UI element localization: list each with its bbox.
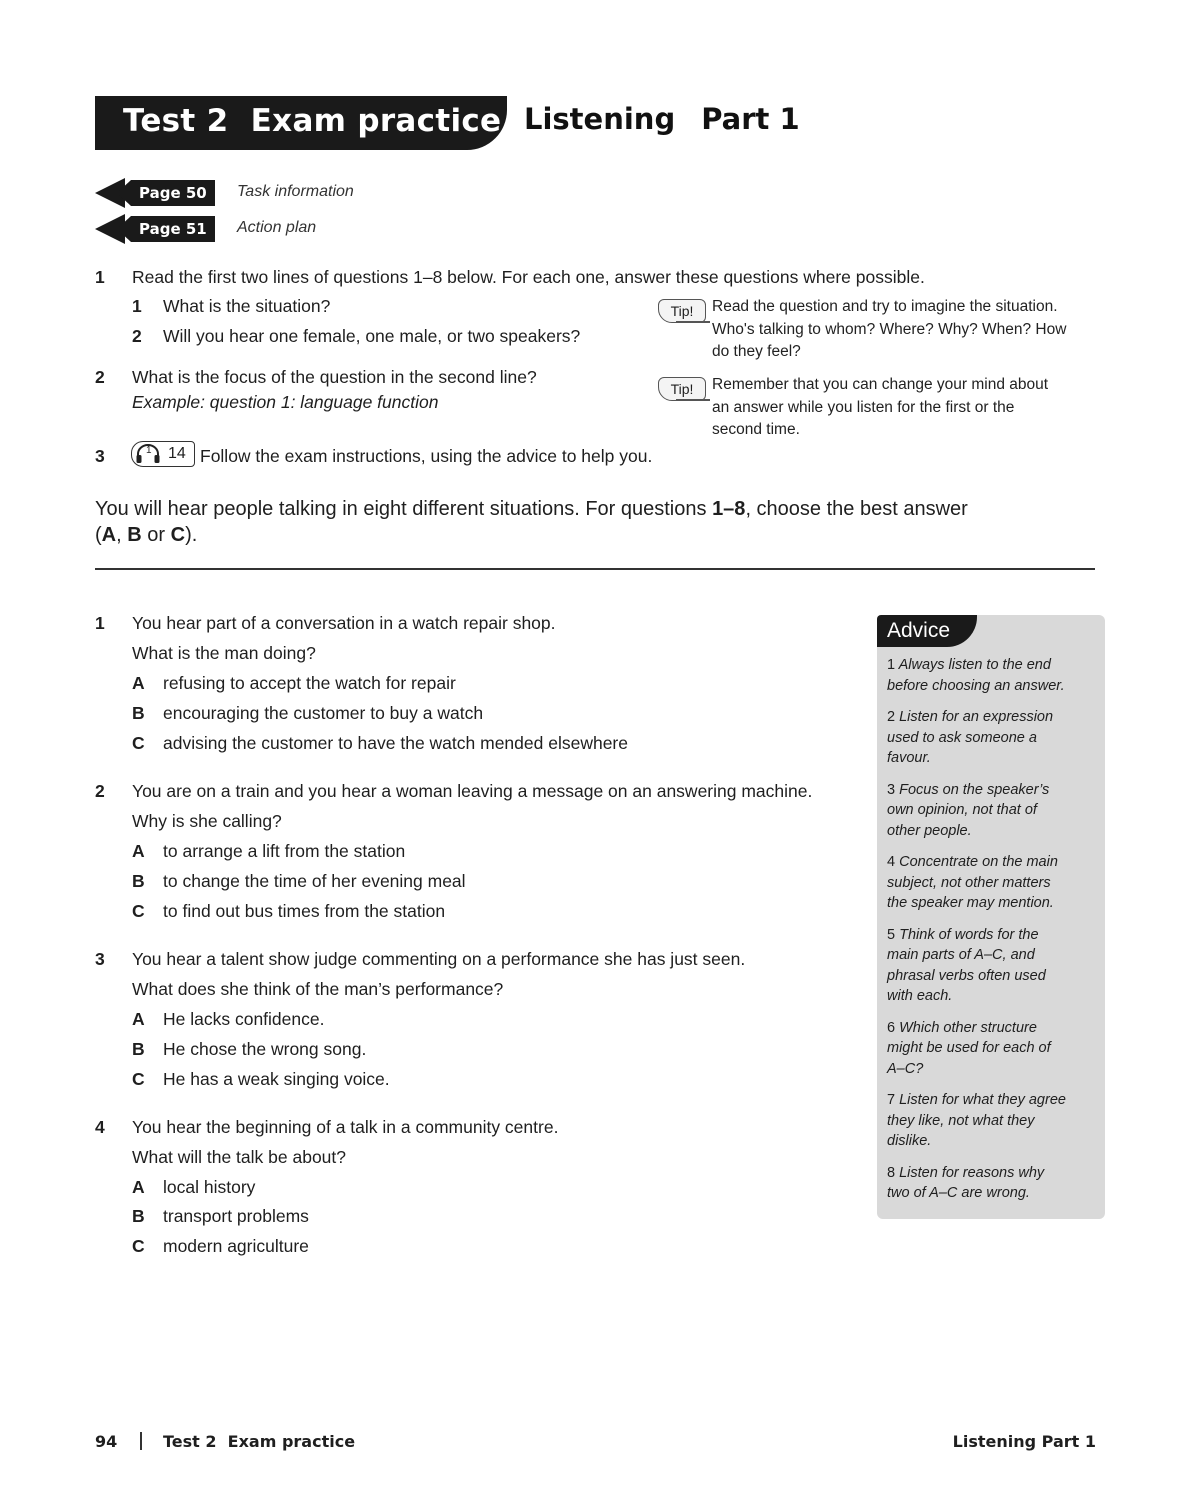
task-example: Example: question 1: language function xyxy=(132,392,439,412)
instructions-line-2 xyxy=(95,522,1035,548)
option-c[interactable] xyxy=(132,1234,309,1258)
tip-line: second time. xyxy=(712,421,800,438)
advice-item xyxy=(887,1163,1097,1204)
question-context: You are on a train and you hear a woman leaving a message on an answering machine. xyxy=(132,781,813,801)
page-title: Test 2 Exam practice xyxy=(123,103,502,139)
instr-text: , choose the best answer xyxy=(745,498,968,520)
option-b[interactable] xyxy=(132,1204,309,1228)
section-subtitle xyxy=(524,102,800,136)
option-letter: A xyxy=(132,1009,145,1029)
advice-line: Think of words for the xyxy=(899,926,1039,943)
page-ref-label: Action plan xyxy=(237,219,317,236)
tip-badge: Tip! xyxy=(658,377,706,401)
advice-line: other people. xyxy=(887,822,972,839)
tip-divider xyxy=(676,321,710,323)
question-context: You hear part of a conversation in a watch repair shop. xyxy=(132,613,556,633)
task-text: What is the focus of the question in the second line? xyxy=(132,367,537,387)
option-text: to change the time of her evening meal xyxy=(163,871,466,891)
tip-line: Remember that you can change your mind about xyxy=(712,376,1049,393)
option-a[interactable] xyxy=(132,839,405,863)
advice-item xyxy=(887,707,1097,769)
option-b[interactable] xyxy=(132,869,466,893)
advice-line: used to ask someone a xyxy=(887,729,1037,746)
task-number: 1 xyxy=(95,267,105,287)
advice-number: 4 xyxy=(887,854,896,870)
question-4 xyxy=(95,1115,875,1283)
audio-track-badge[interactable] xyxy=(131,441,195,467)
advice-line: own opinion, not that of xyxy=(887,802,1037,818)
advice-line: Listen for an expression xyxy=(899,709,1054,725)
task-text: Follow the exam instructions, using the advice to help you. xyxy=(200,446,653,466)
advice-line: the speaker may mention. xyxy=(887,895,1054,911)
section-divider xyxy=(95,568,1095,570)
option-text: to find out bus times from the station xyxy=(163,901,446,921)
advice-item xyxy=(887,655,1097,696)
option-letter: A xyxy=(132,1177,145,1197)
instr-text: You will hear people talking in eight different situations. For questions xyxy=(95,498,713,520)
advice-line: subject, not other matters xyxy=(887,874,1051,891)
advice-number: 5 xyxy=(887,926,896,943)
advice-line: phrasal verbs often used xyxy=(887,967,1046,984)
advice-number: 8 xyxy=(887,1164,896,1181)
question-prompt: Why is she calling? xyxy=(132,811,282,831)
advice-line: Listen for reasons why xyxy=(899,1164,1045,1181)
instr-text: or xyxy=(141,524,171,546)
option-text: transport problems xyxy=(163,1206,309,1226)
instr-bold: C xyxy=(170,524,186,546)
advice-line: Listen for what they agree xyxy=(899,1092,1066,1108)
advice-line: with each. xyxy=(887,988,953,1004)
option-letter: A xyxy=(132,841,145,861)
task-number: 2 xyxy=(95,367,105,387)
option-text: He chose the wrong song. xyxy=(163,1039,367,1059)
footer-right: Listening Part 1 xyxy=(952,1432,1096,1451)
task-text: Read the first two lines of questions 1–8 below. For each one, answer these questions where possible. xyxy=(132,267,925,287)
advice-number: 3 xyxy=(887,781,896,798)
advice-line: might be used for each of xyxy=(887,1040,1051,1056)
question-number: 1 xyxy=(95,613,105,633)
advice-line: Which other structure xyxy=(899,1019,1037,1036)
advice-line: Concentrate on the main xyxy=(899,854,1058,870)
tip-line: Who's talking to whom? Where? Why? When? How xyxy=(712,320,1067,338)
option-letter: B xyxy=(132,703,145,723)
option-letter: C xyxy=(132,733,145,753)
advice-line: dislike. xyxy=(887,1133,932,1149)
subtask-number: 1 xyxy=(132,296,142,316)
advice-title: Advice xyxy=(877,615,977,647)
advice-line: they like, not what they xyxy=(887,1112,1035,1129)
question-context: You hear a talent show judge commenting on a performance she has just seen. xyxy=(132,949,746,969)
option-text: He lacks confidence. xyxy=(163,1009,325,1029)
advice-line: A–C? xyxy=(887,1060,924,1077)
advice-number: 2 xyxy=(887,709,896,725)
option-letter: B xyxy=(132,1039,145,1059)
advice-line: favour. xyxy=(887,750,931,766)
advice-item xyxy=(887,852,1097,914)
instr-text: ( xyxy=(95,524,102,546)
instr-bold: 1–8 xyxy=(712,498,746,520)
advice-list xyxy=(887,655,1097,1204)
option-letter: C xyxy=(132,901,145,921)
advice-number: 6 xyxy=(887,1019,896,1036)
option-text: advising the customer to have the watch mended elsewhere xyxy=(163,733,628,753)
instr-bold: A xyxy=(101,524,117,546)
section-label: Listening xyxy=(524,102,676,136)
advice-item xyxy=(887,1018,1097,1080)
option-letter: C xyxy=(132,1236,145,1256)
advice-line: before choosing an answer. xyxy=(887,677,1065,694)
option-text: local history xyxy=(163,1177,256,1197)
footer-separator xyxy=(140,1432,142,1450)
tip-badge: Tip! xyxy=(658,299,706,323)
question-number: 4 xyxy=(95,1117,105,1137)
page-ref-tag: Page 51 xyxy=(131,216,215,242)
option-text: encouraging the customer to buy a watch xyxy=(163,703,484,723)
task-number: 3 xyxy=(95,446,105,466)
option-a[interactable] xyxy=(132,671,456,695)
instr-bold: B xyxy=(127,524,142,546)
option-c[interactable] xyxy=(132,731,628,755)
option-text: refusing to accept the watch for repair xyxy=(163,673,456,693)
tip-line: an answer while you listen for the first or the xyxy=(712,398,1015,416)
option-text: modern agriculture xyxy=(163,1236,309,1256)
advice-line: Focus on the speaker’s xyxy=(899,781,1050,798)
question-2 xyxy=(95,779,875,947)
question-prompt: What will the talk be about? xyxy=(132,1147,347,1167)
advice-line: main parts of A–C, and xyxy=(887,947,1035,963)
option-c[interactable] xyxy=(132,1067,390,1091)
footer-left: Test 2 Exam practice xyxy=(163,1432,356,1451)
page-ref-label: Task information xyxy=(237,183,354,200)
question-1 xyxy=(95,611,875,779)
tip-line: Read the question and try to imagine the situation. xyxy=(712,298,1058,315)
tip-line: do they feel? xyxy=(712,343,801,360)
advice-item xyxy=(887,780,1097,842)
option-a[interactable] xyxy=(132,1007,324,1031)
tip-divider xyxy=(676,399,710,401)
option-letter: A xyxy=(132,673,145,693)
tip-text xyxy=(712,374,1102,442)
part-label: Part 1 xyxy=(701,102,800,136)
question-list xyxy=(95,611,875,1283)
question-3 xyxy=(95,947,875,1115)
question-prompt: What does she think of the man’s performance? xyxy=(132,979,504,999)
option-b[interactable] xyxy=(132,701,483,725)
option-text: He has a weak singing voice. xyxy=(163,1069,390,1089)
instr-text: ). xyxy=(185,524,198,546)
track-disc: 1 xyxy=(146,445,152,456)
option-letter: C xyxy=(132,1069,145,1089)
subtask-text: What is the situation? xyxy=(163,296,331,316)
subtask-text: Will you hear one female, one male, or two speakers? xyxy=(163,326,581,346)
option-letter: B xyxy=(132,1206,145,1226)
option-letter: B xyxy=(132,871,145,891)
option-text: to arrange a lift from the station xyxy=(163,841,406,861)
tip-text xyxy=(712,296,1102,364)
instr-text: , xyxy=(116,524,128,546)
option-c[interactable] xyxy=(132,899,445,923)
instructions-line-1 xyxy=(95,496,1035,522)
title-bar xyxy=(95,96,507,150)
question-number: 3 xyxy=(95,949,105,969)
question-number: 2 xyxy=(95,781,105,801)
option-b[interactable] xyxy=(132,1037,366,1061)
advice-line: Always listen to the end xyxy=(898,657,1051,673)
option-a[interactable] xyxy=(132,1175,255,1199)
question-prompt: What is the man doing? xyxy=(132,643,316,663)
advice-line: two of A–C are wrong. xyxy=(887,1185,1030,1201)
question-context: You hear the beginning of a talk in a community centre. xyxy=(132,1117,559,1137)
advice-number: 1 xyxy=(887,657,896,673)
advice-item xyxy=(887,925,1097,1007)
page-number: 94 xyxy=(95,1432,118,1451)
track-number: 14 xyxy=(168,445,186,462)
advice-number: 7 xyxy=(887,1092,896,1108)
exam-instructions xyxy=(95,496,1035,548)
advice-item xyxy=(887,1090,1097,1152)
page-ref-tag: Page 50 xyxy=(131,180,215,206)
subtask-number: 2 xyxy=(132,326,142,346)
